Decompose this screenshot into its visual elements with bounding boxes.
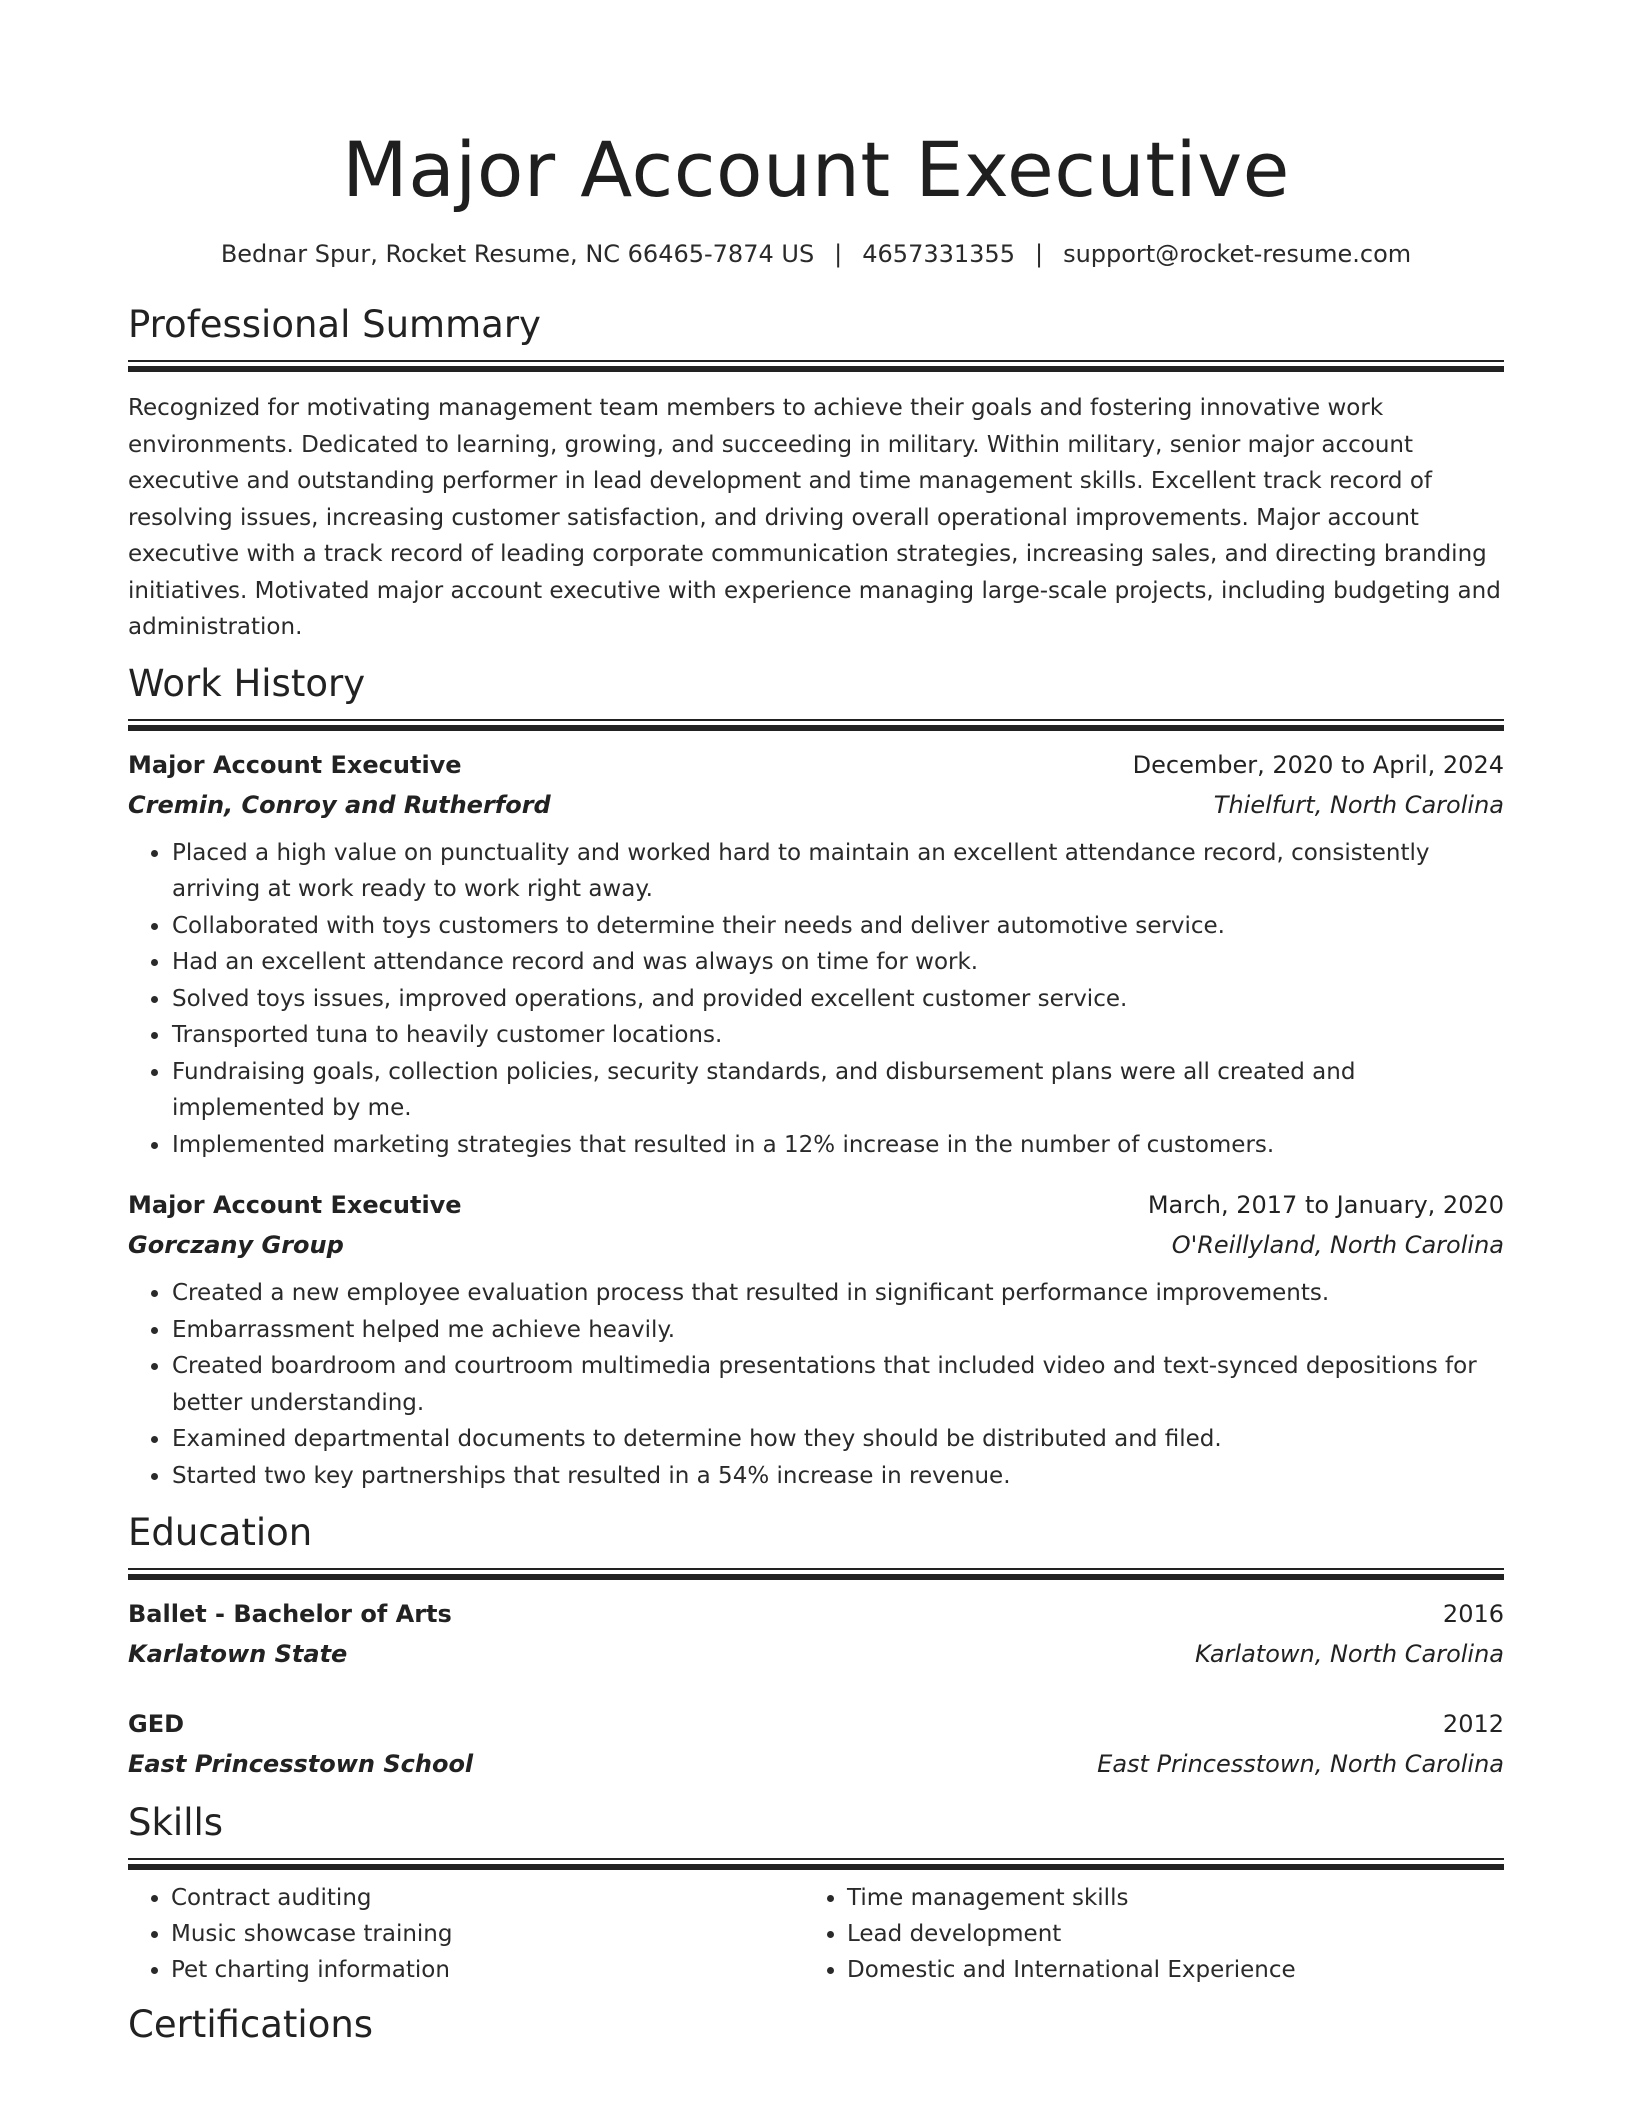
job-location: Thielfurt, North Carolina <box>1213 790 1504 819</box>
job-bullet-list <box>128 835 1504 1164</box>
list-item: • Collaborated with toys customers to determine their needs and deliver automotive service. <box>171 908 1504 945</box>
skill-item: • Contract auditing <box>171 1880 804 1916</box>
skills-list-right <box>804 1880 1480 1988</box>
job-entry <box>128 745 1504 1164</box>
job-title: Major Account Executive <box>128 750 462 779</box>
resume-page <box>128 0 1504 2048</box>
education-year: 2012 <box>1442 1710 1504 1738</box>
education-degree: Ballet - Bachelor of Arts <box>128 1600 452 1628</box>
skill-item: • Domestic and International Experience <box>847 1952 1480 1988</box>
job-company-row <box>128 785 1504 825</box>
education-section <box>128 1510 1504 1784</box>
section-divider <box>128 1568 1504 1580</box>
job-header-row <box>128 1185 1504 1225</box>
section-heading-certifications: Certifications <box>128 2003 374 2046</box>
contact-line <box>128 238 1504 270</box>
job-header-row <box>128 745 1504 785</box>
list-item: • Started two key partnerships that resulted in a 54% increase in revenue. <box>171 1458 1504 1495</box>
section-heading-work-history: Work History <box>128 661 366 705</box>
list-item: • Solved toys issues, improved operations, and provided excellent customer service. <box>171 981 1504 1018</box>
job-company: Cremin, Conroy and Rutherford <box>128 790 551 819</box>
contact-phone: 4657331355 <box>862 240 1015 268</box>
list-item: • Transported tuna to heavily customer locations. <box>171 1017 1504 1054</box>
section-divider <box>128 719 1504 731</box>
education-location: East Princesstown, North Carolina <box>1097 1750 1504 1778</box>
summary-section <box>128 302 1504 646</box>
job-company-row <box>128 1225 1504 1265</box>
education-school-row <box>128 1634 1504 1674</box>
skill-item: • Time management skills <box>847 1880 1480 1916</box>
skills-section <box>128 1800 1504 1988</box>
list-item: • Embarrassment helped me achieve heavily. <box>171 1312 1504 1349</box>
list-item: • Created boardroom and courtroom multimedia presentations that included video and text-synced depositions for better understanding. <box>171 1348 1504 1421</box>
contact-separator: | <box>1034 240 1044 268</box>
contact-email: support@rocket-resume.com <box>1063 240 1412 268</box>
summary-text: Recognized for motivating management team members to achieve their goals and fostering innovative work environments. Dedicated to learning, growing, and succeeding in military. Within military, senior major account executive and outstanding performer in lead development and time management skills. Excellent track record of resolving issues, increasing customer satisfaction, and driving overall operational improvements. Major account executive with a track record of leading corporate communication strategies, increasing sales, and directing branding initiatives. Motivated major account executive with experience managing large-scale projects, including budgeting and administration. <box>128 395 1501 640</box>
contact-separator: | <box>834 240 843 268</box>
skills-columns <box>128 1880 1504 1988</box>
job-location: O'Reillyland, North Carolina <box>1171 1231 1504 1259</box>
skill-item: • Music showcase training <box>171 1916 804 1952</box>
list-item: • Placed a high value on punctuality and worked hard to maintain an excellent attendance record, consistently arriving at work ready to work right away. <box>171 835 1504 908</box>
education-degree-row <box>128 1594 1504 1634</box>
work-history-section <box>128 661 1504 1495</box>
education-year: 2016 <box>1442 1600 1504 1628</box>
job-dates: December, 2020 to April, 2024 <box>1132 750 1504 779</box>
education-entry <box>128 1704 1504 1784</box>
education-location: Karlatown, North Carolina <box>1194 1640 1504 1668</box>
section-heading-skills: Skills <box>128 1801 224 1844</box>
list-item: • Fundraising goals, collection policies, security standards, and disbursement plans were all created and implemented by me. <box>171 1054 1504 1127</box>
resume-name: Major Account Executive <box>342 125 1290 214</box>
section-divider <box>128 360 1504 372</box>
education-entry <box>128 1594 1504 1674</box>
job-title: Major Account Executive <box>128 1191 462 1219</box>
job-bullet-list <box>128 1275 1504 1494</box>
list-item: • Implemented marketing strategies that resulted in a 12% increase in the number of customers. <box>171 1127 1504 1164</box>
job-company: Gorczany Group <box>128 1231 344 1259</box>
list-item: • Created a new employee evaluation process that resulted in significant performance improvements. <box>171 1275 1504 1312</box>
contact-address: Bednar Spur, Rocket Resume, NC 66465-7874 US <box>220 240 815 268</box>
section-divider <box>128 1858 1504 1870</box>
education-school: Karlatown State <box>128 1640 348 1668</box>
job-dates: March, 2017 to January, 2020 <box>1147 1191 1504 1219</box>
section-heading-education: Education <box>128 1511 313 1554</box>
skills-list-left <box>128 1880 804 1988</box>
list-item: • Had an excellent attendance record and was always on time for work. <box>171 944 1504 981</box>
education-school: East Princesstown School <box>128 1750 474 1778</box>
skill-item: • Lead development <box>847 1916 1480 1952</box>
list-item: • Examined departmental documents to determine how they should be distributed and filed. <box>171 1421 1504 1458</box>
education-school-row <box>128 1744 1504 1784</box>
job-entry <box>128 1185 1504 1494</box>
education-degree: GED <box>128 1710 185 1738</box>
certifications-section <box>128 2002 1504 2048</box>
education-degree-row <box>128 1704 1504 1744</box>
section-heading-summary: Professional Summary <box>128 303 541 346</box>
skill-item: • Pet charting information <box>171 1952 804 1988</box>
